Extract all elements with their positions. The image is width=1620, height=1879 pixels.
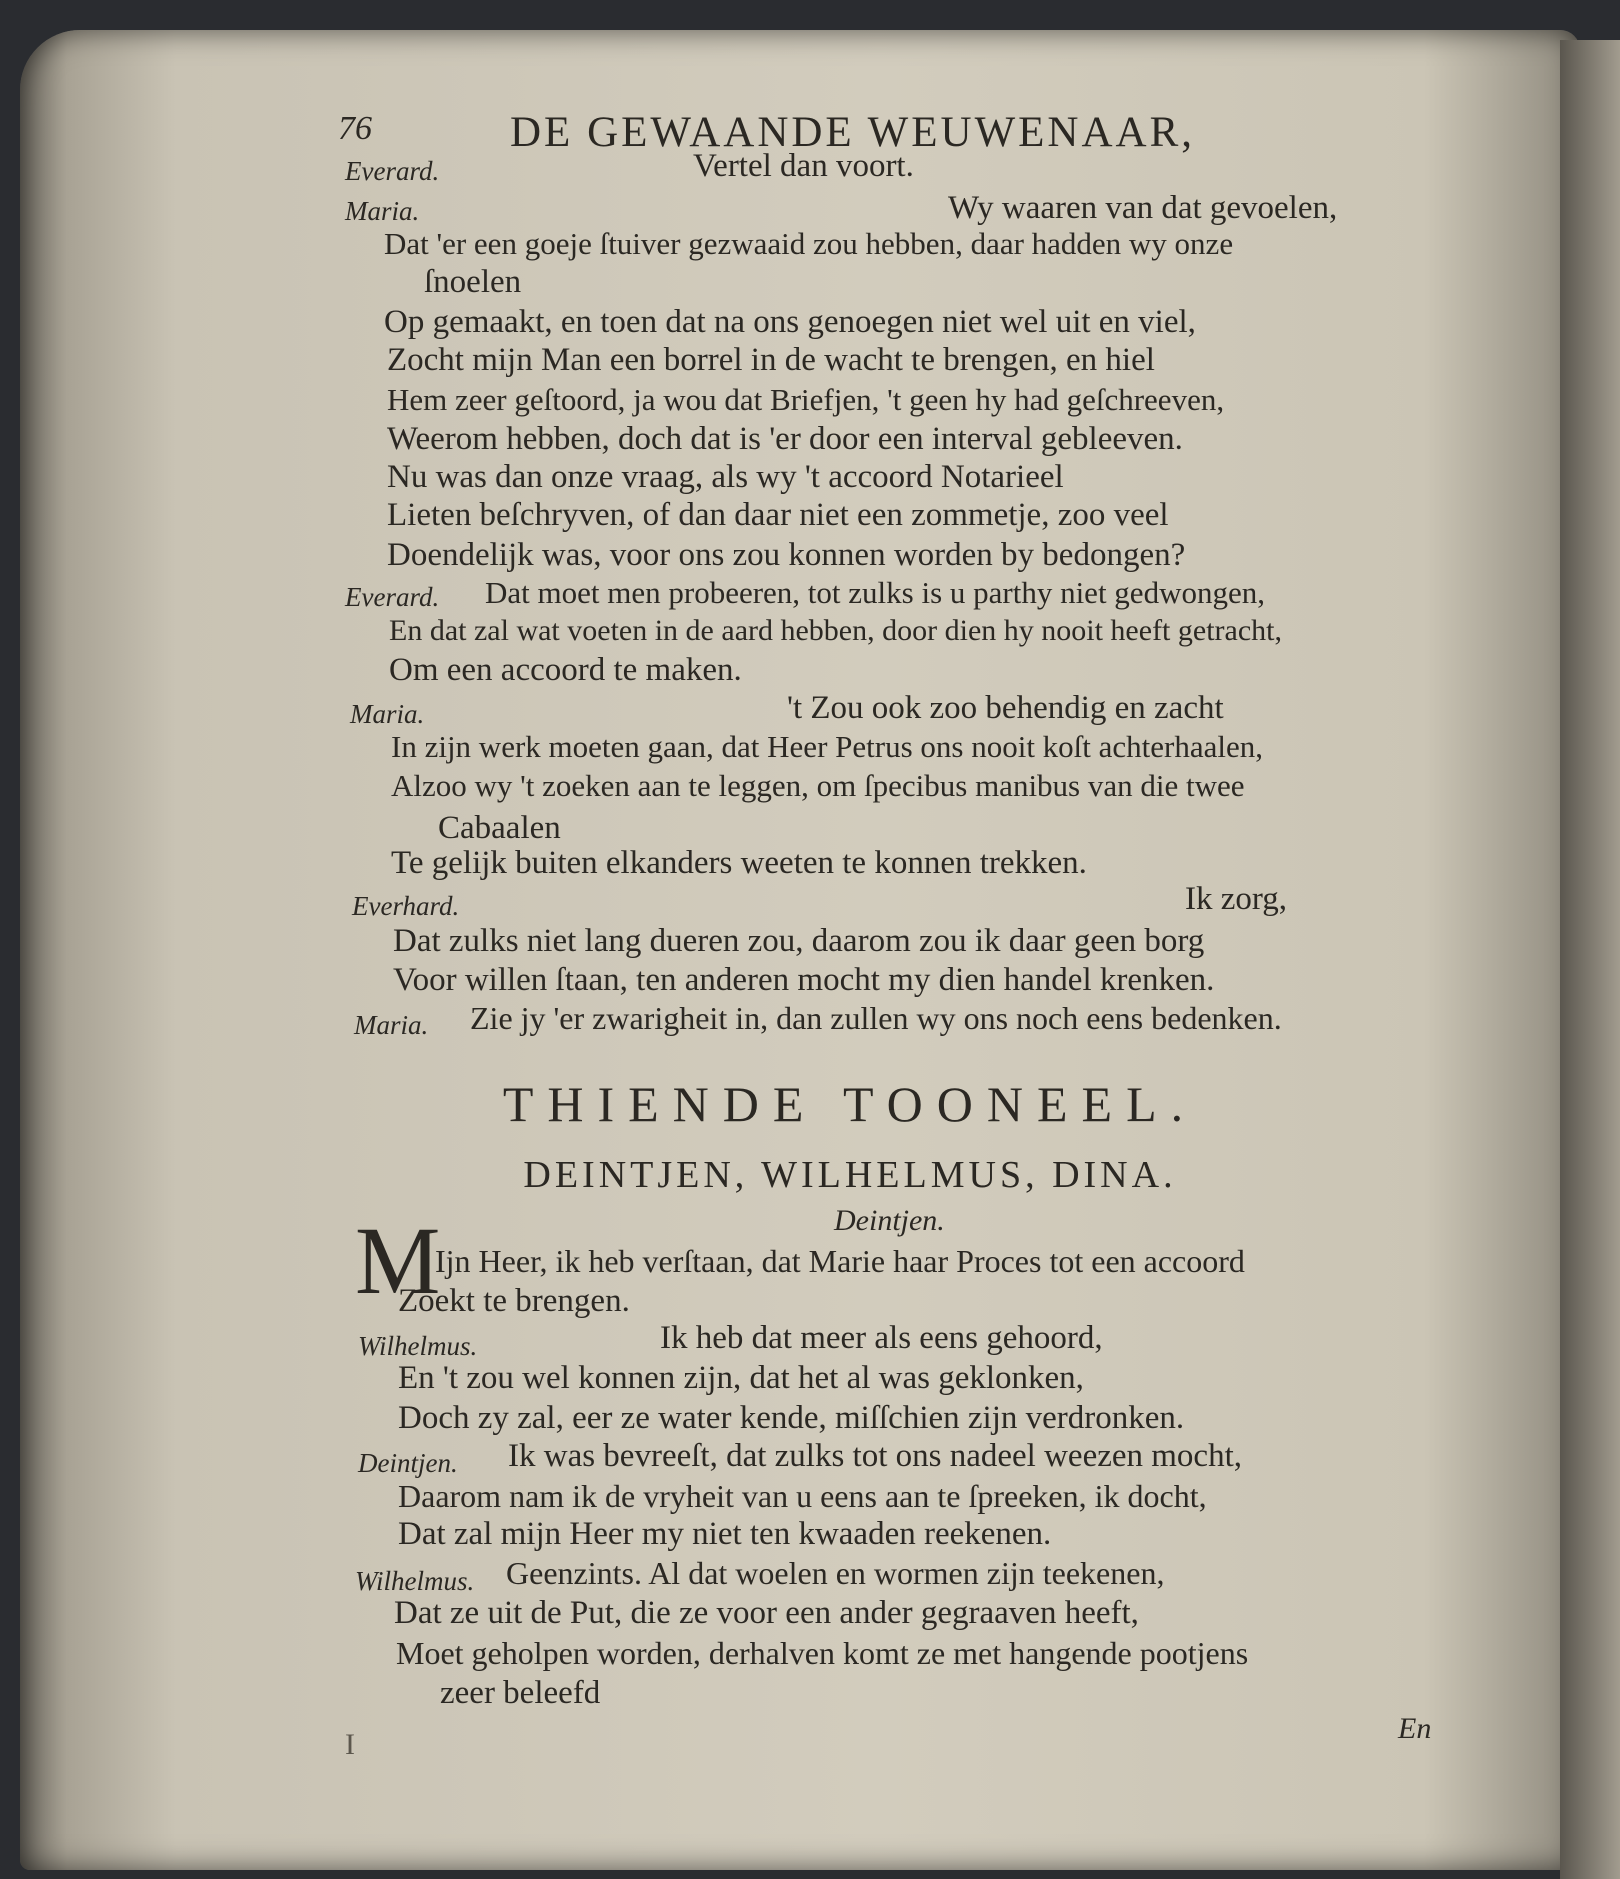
verse-line: Doch zy zal, eer ze water kende, miſſchien zijn verdronken. xyxy=(398,1400,1185,1436)
speaker-label: Deintjen. xyxy=(358,1448,458,1478)
scene-cast: DEINTJEN, WILHELMUS, DINA. xyxy=(523,1154,1177,1196)
verse-line: Op gemaakt, en toen dat na ons genoegen niet wel uit en viel, xyxy=(384,304,1196,340)
verse-line: Dat moet men probeeren, tot zulks is u parthy niet gedwongen, xyxy=(485,575,1265,610)
speaker-label: Maria. xyxy=(345,196,420,226)
verse-line: Lieten beſchryven, of dan daar niet een zommetje, zoo veel xyxy=(387,497,1169,533)
catchword: En xyxy=(1398,1712,1432,1745)
verse-line: Ik was bevreeſt, dat zulks tot ons nadeel weezen mocht, xyxy=(508,1438,1242,1474)
verse-line: Dat ze uit de Put, die ze voor een ander gegraaven heeft, xyxy=(394,1595,1139,1631)
verse-line: Cabaalen xyxy=(438,810,561,846)
verse-line: Voor willen ſtaan, ten anderen mocht my dien handel krenken. xyxy=(393,962,1215,998)
verse-line: Weerom hebben, doch dat is 'er door een interval gebleeven. xyxy=(387,421,1183,457)
verse-line: En dat zal wat voeten in de aard hebben, door dien hy nooit heeft getracht, xyxy=(389,614,1282,647)
verse-line: Dat zulks niet lang dueren zou, daarom zou ik daar geen borg xyxy=(393,923,1205,959)
drop-cap: M xyxy=(355,1207,441,1314)
scene-title: THIENDE TOONEEL. xyxy=(502,1076,1198,1132)
verse-line: Dat zal mijn Heer my niet ten kwaaden reekenen. xyxy=(398,1516,1052,1552)
verse-line: Daarom nam ik de vryheit van u eens aan te ſpreeken, ik docht, xyxy=(398,1478,1207,1514)
verse-line: Zie jy 'er zwarigheit in, dan zullen wy ons noch eens bedenken. xyxy=(470,1000,1282,1036)
speaker-label: Maria. xyxy=(354,1010,429,1040)
speaker-label: Maria. xyxy=(350,699,425,729)
verse-line: Ik heb dat meer als eens gehoord, xyxy=(660,1320,1103,1356)
verse-line: Vertel dan voort. xyxy=(693,148,914,184)
speaker-label: Everard. xyxy=(345,156,440,186)
speaker-label: Wilhelmus. xyxy=(358,1331,478,1361)
verse-line: 't Zou ook zoo behendig en zacht xyxy=(787,690,1224,726)
running-title: DE GEWAANDE WEUWENAAR, xyxy=(510,109,1196,156)
page-number: 76 xyxy=(338,110,372,147)
verse-line: Nu was dan onze vraag, als wy 't accoord Notarieel xyxy=(387,459,1064,495)
verse-line: Ijn Heer, ik heb verſtaan, dat Marie haar Proces tot een accoord xyxy=(435,1243,1245,1279)
verse-line: Te gelijk buiten elkanders weeten te konnen trekken. xyxy=(391,845,1087,881)
speaker-label: Wilhelmus. xyxy=(355,1566,475,1596)
verse-line: Hem zeer geſtoord, ja wou dat Briefjen, 't geen hy had geſchreeven, xyxy=(387,382,1225,417)
verse-line: In zijn werk moeten gaan, dat Heer Petrus ons nooit koſt achterhaalen, xyxy=(391,729,1264,764)
verse-line: Moet geholpen worden, derhalven komt ze met hangende pootjens xyxy=(396,1635,1249,1671)
verse-line: Geenzints. Al dat woelen en wormen zijn teekenen, xyxy=(506,1555,1165,1591)
verse-line: Dat 'er een goeje ſtuiver gezwaaid zou hebben, daar hadden wy onze xyxy=(384,226,1234,261)
speaker-label: Everhard. xyxy=(352,891,460,921)
verse-line: Doendelijk was, voor ons zou konnen worden by bedongen? xyxy=(387,537,1186,573)
verse-line: zeer beleefd xyxy=(440,1675,601,1711)
first-speaker-label: Deintjen. xyxy=(834,1204,945,1237)
verse-line: En 't zou wel konnen zijn, dat het al was geklonken, xyxy=(398,1360,1084,1396)
signature-mark: I xyxy=(345,1728,355,1761)
verse-line: Wy waaren van dat gevoelen, xyxy=(948,190,1338,226)
verse-line: Om een accoord te maken. xyxy=(389,652,742,688)
verse-line: ſnoelen xyxy=(424,264,522,300)
verse-line: Zocht mijn Man een borrel in de wacht te brengen, en hiel xyxy=(387,342,1155,378)
speaker-label: Everard. xyxy=(345,582,440,612)
verse-line: Zoekt te brengen. xyxy=(398,1283,630,1319)
verse-line: Ik zorg, xyxy=(1185,881,1288,917)
verse-line: Alzoo wy 't zoeken aan te leggen, om ſpecibus manibus van die twee xyxy=(391,768,1245,803)
